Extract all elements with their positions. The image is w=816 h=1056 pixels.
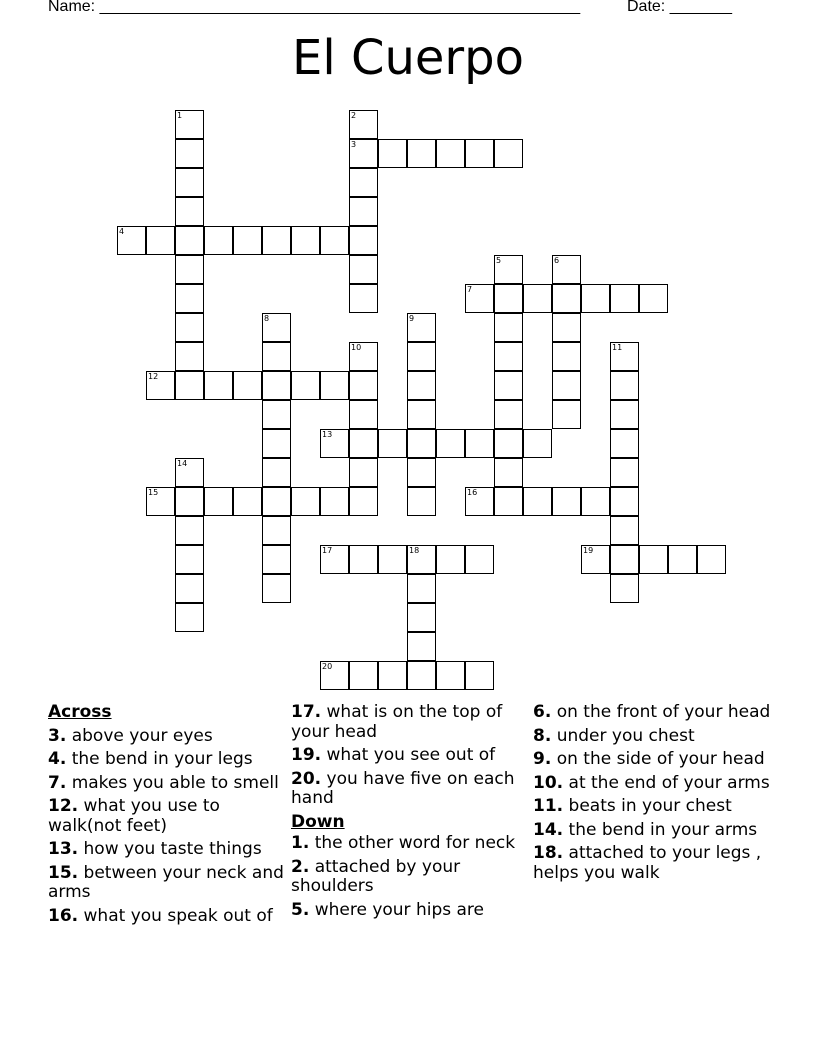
- grid-cell[interactable]: [610, 574, 639, 603]
- grid-cell[interactable]: [378, 429, 407, 458]
- grid-cell[interactable]: [262, 458, 291, 487]
- grid-cell[interactable]: [320, 487, 349, 516]
- grid-cell[interactable]: [465, 284, 494, 313]
- grid-cell[interactable]: [552, 342, 581, 371]
- clue-across-12: 12. what you use to walk(not feet): [48, 796, 220, 836]
- clue-number: 1: [177, 111, 183, 120]
- grid-cell[interactable]: [465, 139, 494, 168]
- grid-cell[interactable]: [407, 313, 436, 342]
- grid-cell[interactable]: [639, 545, 668, 574]
- grid-cell[interactable]: [494, 458, 523, 487]
- grid-cell[interactable]: [494, 429, 523, 458]
- grid-cell[interactable]: [494, 371, 523, 400]
- grid-cell[interactable]: [610, 284, 639, 313]
- grid-cell[interactable]: [581, 545, 610, 574]
- grid-cell[interactable]: [262, 313, 291, 342]
- grid-cell[interactable]: [349, 255, 378, 284]
- grid-cell[interactable]: [262, 574, 291, 603]
- grid-cell[interactable]: [291, 371, 320, 400]
- grid-cell[interactable]: [349, 342, 378, 371]
- grid-cell[interactable]: [378, 661, 407, 690]
- grid-cell[interactable]: [523, 487, 552, 516]
- grid-cell[interactable]: [407, 603, 436, 632]
- grid-cell[interactable]: [407, 545, 436, 574]
- grid-cell[interactable]: [291, 487, 320, 516]
- grid-cell[interactable]: [494, 313, 523, 342]
- grid-cell[interactable]: [175, 313, 204, 342]
- clue-number: 11: [612, 343, 623, 352]
- grid-cell[interactable]: [349, 284, 378, 313]
- grid-cell[interactable]: [349, 545, 378, 574]
- grid-cell[interactable]: [494, 139, 523, 168]
- grid-cell[interactable]: [262, 371, 291, 400]
- grid-cell[interactable]: [349, 139, 378, 168]
- grid-cell[interactable]: [552, 313, 581, 342]
- grid-cell[interactable]: [581, 487, 610, 516]
- clue-number: 15: [148, 488, 159, 497]
- grid-cell[interactable]: [175, 458, 204, 487]
- grid-cell[interactable]: [233, 226, 262, 255]
- clue-across-4: 4. the bend in your legs: [48, 749, 253, 769]
- clue-number: 13: [322, 430, 333, 439]
- grid-cell[interactable]: [204, 371, 233, 400]
- grid-cell[interactable]: [175, 603, 204, 632]
- grid-cell[interactable]: [262, 400, 291, 429]
- clue-number: 3: [351, 140, 357, 149]
- grid-cell[interactable]: [233, 487, 262, 516]
- clue-across-13: 13. how you taste things: [48, 839, 262, 859]
- clue-down-8: 8. under you chest: [533, 725, 695, 746]
- clue-number: 12: [148, 372, 159, 381]
- page-title: El Cuerpo: [292, 30, 524, 86]
- grid-cell[interactable]: [552, 255, 581, 284]
- grid-cell[interactable]: [610, 400, 639, 429]
- grid-cell[interactable]: [494, 255, 523, 284]
- grid-cell[interactable]: [610, 516, 639, 545]
- grid-cell[interactable]: [610, 429, 639, 458]
- grid-cell[interactable]: [436, 429, 465, 458]
- grid-cell[interactable]: [349, 371, 378, 400]
- clue-down-18: 18. attached to your legs , helps you walk: [533, 843, 762, 883]
- clue-across-16: 16. what you speak out of: [48, 905, 273, 926]
- grid-cell[interactable]: [349, 168, 378, 197]
- grid-cell[interactable]: [407, 400, 436, 429]
- grid-cell[interactable]: [407, 342, 436, 371]
- clue-down-5: 5. where your hips are: [291, 899, 484, 920]
- grid-cell[interactable]: [233, 371, 262, 400]
- grid-cell[interactable]: [610, 371, 639, 400]
- name-field-label: Name: ______________________________________________________: [48, 0, 581, 15]
- grid-cell[interactable]: [349, 429, 378, 458]
- clues-column-2: [291, 703, 531, 924]
- grid-cell[interactable]: [320, 429, 349, 458]
- grid-cell[interactable]: [146, 226, 175, 255]
- clue-down-1: 1. the other word for neck: [291, 833, 516, 853]
- grid-cell[interactable]: [610, 342, 639, 371]
- grid-cell[interactable]: [175, 487, 204, 516]
- grid-cell[interactable]: [262, 516, 291, 545]
- grid-cell[interactable]: [407, 632, 436, 661]
- clue-number: 14: [177, 459, 188, 468]
- clue-number: 19: [583, 546, 594, 555]
- clue-across-17: 17. what is on the top of your head: [291, 702, 503, 742]
- grid-cell[interactable]: [494, 487, 523, 516]
- grid-cell[interactable]: [262, 487, 291, 516]
- clue-number: 4: [119, 227, 125, 236]
- grid-cell[interactable]: [465, 487, 494, 516]
- grid-cell[interactable]: [349, 661, 378, 690]
- grid-cell[interactable]: [552, 371, 581, 400]
- grid-cell[interactable]: [697, 545, 726, 574]
- grid-cell[interactable]: [436, 139, 465, 168]
- clue-number: 9: [409, 314, 415, 323]
- clue-number: 5: [496, 256, 502, 265]
- grid-cell[interactable]: [436, 661, 465, 690]
- grid-cell[interactable]: [523, 429, 552, 458]
- grid-cell[interactable]: [175, 371, 204, 400]
- grid-cell[interactable]: [639, 284, 668, 313]
- grid-cell[interactable]: [175, 342, 204, 371]
- grid-cell[interactable]: [349, 458, 378, 487]
- grid-cell[interactable]: [262, 429, 291, 458]
- clue-down-9: 9. on the side of your head: [533, 749, 765, 769]
- grid-cell[interactable]: [465, 429, 494, 458]
- grid-cell[interactable]: [175, 284, 204, 313]
- grid-cell[interactable]: [320, 226, 349, 255]
- grid-cell[interactable]: [407, 371, 436, 400]
- grid-cell[interactable]: [407, 429, 436, 458]
- grid-cell[interactable]: [175, 516, 204, 545]
- grid-cell[interactable]: [407, 487, 436, 516]
- clue-number: 18: [409, 546, 420, 555]
- grid-cell[interactable]: [465, 545, 494, 574]
- grid-cell[interactable]: [204, 487, 233, 516]
- grid-cell[interactable]: [552, 400, 581, 429]
- clue-number: 20: [322, 662, 333, 671]
- grid-cell[interactable]: [175, 545, 204, 574]
- clue-across-3: 3. above your eyes: [48, 725, 213, 746]
- grid-cell[interactable]: [436, 545, 465, 574]
- grid-cell[interactable]: [117, 226, 146, 255]
- grid-cell[interactable]: [349, 226, 378, 255]
- grid-cell[interactable]: [378, 139, 407, 168]
- grid-cell[interactable]: [349, 487, 378, 516]
- grid-cell[interactable]: [175, 255, 204, 284]
- grid-cell[interactable]: [610, 458, 639, 487]
- grid-cell[interactable]: [320, 545, 349, 574]
- across-heading: Across: [48, 702, 112, 722]
- grid-cell[interactable]: [494, 400, 523, 429]
- grid-cell[interactable]: [581, 284, 610, 313]
- grid-cell[interactable]: [175, 139, 204, 168]
- clue-number: 2: [351, 111, 357, 120]
- clue-number: 6: [554, 256, 560, 265]
- grid-cell[interactable]: [291, 226, 320, 255]
- date-field-label: Date: _______: [627, 0, 732, 15]
- grid-cell[interactable]: [349, 400, 378, 429]
- grid-cell[interactable]: [494, 342, 523, 371]
- clue-down-6: 6. on the front of your head: [533, 702, 771, 722]
- grid-cell[interactable]: [320, 371, 349, 400]
- clue-number: 10: [351, 343, 362, 352]
- clue-down-2: 2. attached by your shoulders: [291, 856, 461, 896]
- grid-cell[interactable]: [175, 110, 204, 139]
- clue-number: 17: [322, 546, 333, 555]
- clue-number: 8: [264, 314, 270, 323]
- grid-cell[interactable]: [552, 487, 581, 516]
- grid-cell[interactable]: [407, 458, 436, 487]
- clue-number: 16: [467, 488, 478, 497]
- grid-cell[interactable]: [523, 284, 552, 313]
- down-heading: Down: [291, 811, 345, 832]
- grid-cell[interactable]: [610, 487, 639, 516]
- grid-cell[interactable]: [204, 226, 233, 255]
- clue-across-20: 20. you have five on each hand: [291, 768, 515, 808]
- grid-cell[interactable]: [175, 574, 204, 603]
- grid-cell[interactable]: [146, 487, 175, 516]
- grid-cell[interactable]: [610, 545, 639, 574]
- clue-down-10: 10. at the end of your arms: [533, 772, 770, 793]
- clues-column-1: [48, 703, 288, 930]
- grid-cell[interactable]: [494, 284, 523, 313]
- grid-cell[interactable]: [349, 110, 378, 139]
- grid-cell[interactable]: [175, 226, 204, 255]
- clues-column-3: [533, 703, 773, 887]
- clue-down-14: 14. the bend in your arms: [533, 819, 758, 840]
- clue-across-7: 7. makes you able to smell: [48, 772, 279, 793]
- grid-cell[interactable]: [407, 139, 436, 168]
- clue-across-15: 15. between your neck and arms: [48, 862, 284, 902]
- clue-down-11: 11. beats in your chest: [533, 796, 732, 816]
- grid-cell[interactable]: [552, 284, 581, 313]
- grid-cell[interactable]: [262, 342, 291, 371]
- grid-cell[interactable]: [668, 545, 697, 574]
- grid-cell[interactable]: [175, 197, 204, 226]
- grid-cell[interactable]: [320, 661, 349, 690]
- grid-cell[interactable]: [262, 545, 291, 574]
- grid-cell[interactable]: [146, 371, 175, 400]
- grid-cell[interactable]: [378, 545, 407, 574]
- grid-cell[interactable]: [175, 168, 204, 197]
- grid-cell[interactable]: [407, 574, 436, 603]
- clue-number: 7: [467, 285, 473, 294]
- grid-cell[interactable]: [349, 197, 378, 226]
- grid-cell[interactable]: [465, 661, 494, 690]
- grid-cell[interactable]: [407, 661, 436, 690]
- grid-cell[interactable]: [262, 226, 291, 255]
- clue-across-19: 19. what you see out of: [291, 745, 496, 765]
